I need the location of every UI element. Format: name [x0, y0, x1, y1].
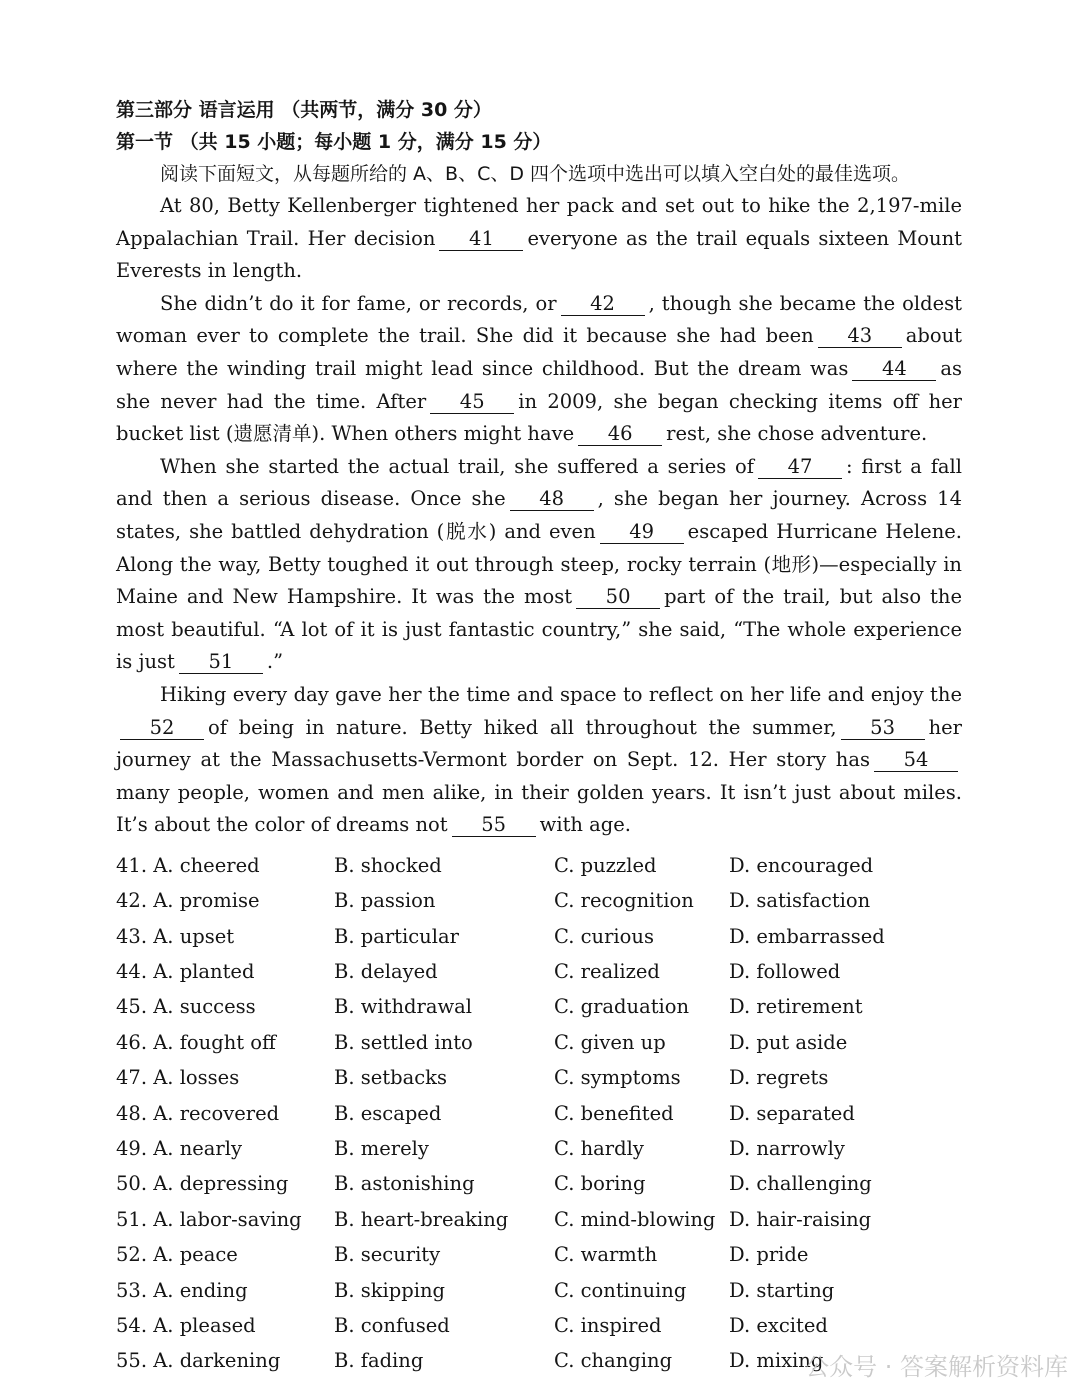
paragraph-text: with age.: [539, 813, 632, 837]
option-a: 44. A. planted: [116, 960, 255, 984]
paragraph-text: , though she became the oldest woman ever to complete the trail. She did it because she had been: [116, 291, 962, 348]
option-d: D. put aside: [729, 1030, 848, 1054]
option-d: D. regrets: [729, 1066, 829, 1090]
option-d: D. embarrassed: [729, 924, 885, 948]
paragraph-text: .”: [266, 650, 284, 674]
option-row-50: [116, 1166, 962, 1201]
option-b: B. merely: [334, 1137, 429, 1160]
option-a: 49. A. nearly: [116, 1137, 242, 1160]
paragraph-text: in 2009, she began checking items off her bucket list (遗愿清单). When others might have: [116, 389, 962, 446]
passage-paragraph-4: [116, 679, 962, 842]
blank-44: 44: [852, 358, 936, 381]
watermark: 公众号 · 答案解析资料库: [805, 1353, 1068, 1381]
blank-48: 48: [510, 488, 594, 511]
paragraph-text: about where the winding trail might lead since childhood. But the dream was: [116, 324, 962, 380]
option-b: B. delayed: [334, 960, 438, 984]
paragraph-text: rest, she chose adventure.: [666, 422, 928, 446]
option-c: C. changing: [554, 1349, 673, 1373]
option-c: C. realized: [554, 960, 660, 984]
option-d: D. excited: [729, 1313, 828, 1337]
paragraph-text: When she started the actual trail, she suffered a series of: [160, 454, 755, 478]
option-a: 55. A. darkening: [116, 1349, 281, 1373]
option-d: D. retirement: [729, 995, 863, 1019]
option-c: C. curious: [554, 924, 654, 948]
option-d: D. followed: [729, 960, 841, 984]
option-b: B. security: [334, 1243, 441, 1267]
option-row-52: [116, 1237, 962, 1272]
paragraph-text: escaped Hurricane Helene. Along the way, Betty toughed it out through steep, rocky terrain (地形)—especially in Maine and New Hampshire. It was the most: [116, 519, 962, 609]
blank-55: 55: [452, 814, 536, 837]
blank-52: 52: [120, 717, 204, 740]
option-c: C. continuing: [554, 1278, 687, 1302]
blank-46: 46: [578, 423, 662, 446]
blank-47: 47: [758, 456, 842, 479]
option-b: B. heart-breaking: [334, 1207, 509, 1231]
option-a: 53. A. ending: [116, 1278, 248, 1302]
option-b: B. escaped: [334, 1101, 442, 1125]
part-title: 第三部分 语言运用 （共两节，满分 30 分）: [116, 99, 492, 121]
option-d: D. mixing: [729, 1349, 824, 1373]
paragraph-text: as she never had the time. After: [116, 356, 962, 413]
option-a: 50. A. depressing: [116, 1172, 289, 1196]
option-d: D. narrowly: [729, 1137, 845, 1160]
blank-51: 51: [179, 651, 263, 674]
option-b: B. astonishing: [334, 1172, 475, 1196]
passage-paragraph-3: [116, 451, 962, 679]
answer-options: [116, 848, 962, 1379]
option-c: C. inspired: [554, 1313, 662, 1337]
option-a: 48. A. recovered: [116, 1101, 280, 1125]
paragraph-text: At 80, Betty Kellenberger tightened her pack and set out to hike the 2,197-mile Appalachian Trail. Her decision: [116, 194, 962, 250]
option-d: D. encouraged: [729, 853, 874, 877]
option-a: 54. A. pleased: [116, 1313, 256, 1337]
option-b: B. shocked: [334, 853, 442, 877]
option-a: 43. A. upset: [116, 924, 235, 948]
option-b: B. setbacks: [334, 1066, 447, 1090]
paragraph-text: of being in nature. Betty hiked all throughout the summer,: [208, 715, 837, 739]
option-d: D. hair-raising: [729, 1207, 872, 1231]
blank-43: 43: [818, 325, 902, 348]
option-d: D. separated: [729, 1101, 855, 1125]
option-c: C. boring: [554, 1172, 646, 1196]
option-d: D. pride: [729, 1243, 809, 1267]
blank-54: 54: [874, 749, 958, 772]
option-c: C. given up: [554, 1030, 666, 1054]
option-d: D. challenging: [729, 1172, 872, 1196]
option-row-47: [116, 1060, 962, 1095]
option-row-41: [116, 848, 962, 883]
option-c: C. puzzled: [554, 853, 657, 877]
option-b: B. passion: [334, 889, 436, 913]
option-row-48: [116, 1096, 962, 1131]
option-b: B. skipping: [334, 1278, 446, 1302]
option-b: B. confused: [334, 1313, 450, 1337]
blank-49: 49: [600, 521, 684, 544]
option-c: C. hardly: [554, 1137, 644, 1160]
blank-45: 45: [430, 391, 514, 414]
option-d: D. satisfaction: [729, 889, 871, 913]
option-c: C. benefited: [554, 1101, 674, 1125]
option-c: C. warmth: [554, 1243, 658, 1267]
option-c: C. recognition: [554, 889, 694, 913]
option-a: 51. A. labor-saving: [116, 1207, 302, 1231]
option-row-53: [116, 1273, 962, 1308]
option-row-44: [116, 954, 962, 989]
paragraph-text: , she began her journey. Across 14 states, she battled dehydration (脱水) and even: [116, 487, 962, 543]
option-row-43: [116, 919, 962, 954]
paragraph-text: Hiking every day gave her the time and space to reflect on her life and enjoy the: [160, 682, 962, 706]
option-b: B. fading: [334, 1349, 424, 1373]
passage-paragraph-2: [116, 288, 962, 451]
paragraph-text: part of the trail, but also the most beautiful. “A lot of it is just fantastic country,” she said, “The whole experience is just: [116, 585, 962, 674]
exam-page: [116, 94, 962, 1379]
option-a: 42. A. promise: [116, 889, 260, 913]
option-row-42: [116, 883, 962, 918]
option-b: B. settled into: [334, 1030, 473, 1054]
blank-53: 53: [841, 717, 925, 740]
paragraph-text: her journey at the Massachusetts-Vermont border on Sept. 12. Her story has: [116, 715, 962, 772]
instruction: 阅读下面短文，从每题所给的 A、B、C、D 四个选项中选出可以填入空白处的最佳选项。: [160, 163, 911, 185]
option-b: B. particular: [334, 924, 459, 948]
option-c: C. symptoms: [554, 1066, 681, 1090]
option-row-51: [116, 1202, 962, 1237]
paragraph-text: everyone as the trail equals sixteen Mount Everests in length.: [116, 226, 963, 283]
option-row-45: [116, 989, 962, 1024]
option-c: C. graduation: [554, 995, 690, 1019]
option-b: B. withdrawal: [334, 995, 473, 1019]
paragraph-text: She didn’t do it for fame, or records, or: [160, 291, 557, 315]
option-a: 45. A. success: [116, 995, 256, 1019]
blank-50: 50: [576, 586, 660, 609]
option-a: 41. A. cheered: [116, 853, 260, 877]
option-row-54: [116, 1308, 962, 1343]
option-a: 46. A. fought off: [116, 1030, 276, 1054]
section-title: 第一节 （共 15 小题；每小题 1 分，满分 15 分）: [116, 131, 552, 153]
option-d: D. starting: [729, 1278, 835, 1302]
option-c: C. mind-blowing: [554, 1207, 716, 1231]
blank-42: 42: [561, 293, 645, 316]
paragraph-text: many people, women and men alike, in their golden years. It isn’t just about miles. It’s about the color of dreams not: [116, 780, 962, 837]
option-row-46: [116, 1025, 962, 1060]
option-a: 52. A. peace: [116, 1243, 238, 1267]
blank-41: 41: [439, 228, 523, 251]
option-a: 47. A. losses: [116, 1066, 240, 1090]
passage-paragraph-1: [116, 190, 962, 288]
paragraph-text: : first a fall and then a serious disease. Once she: [116, 454, 963, 511]
option-row-49: [116, 1131, 962, 1166]
